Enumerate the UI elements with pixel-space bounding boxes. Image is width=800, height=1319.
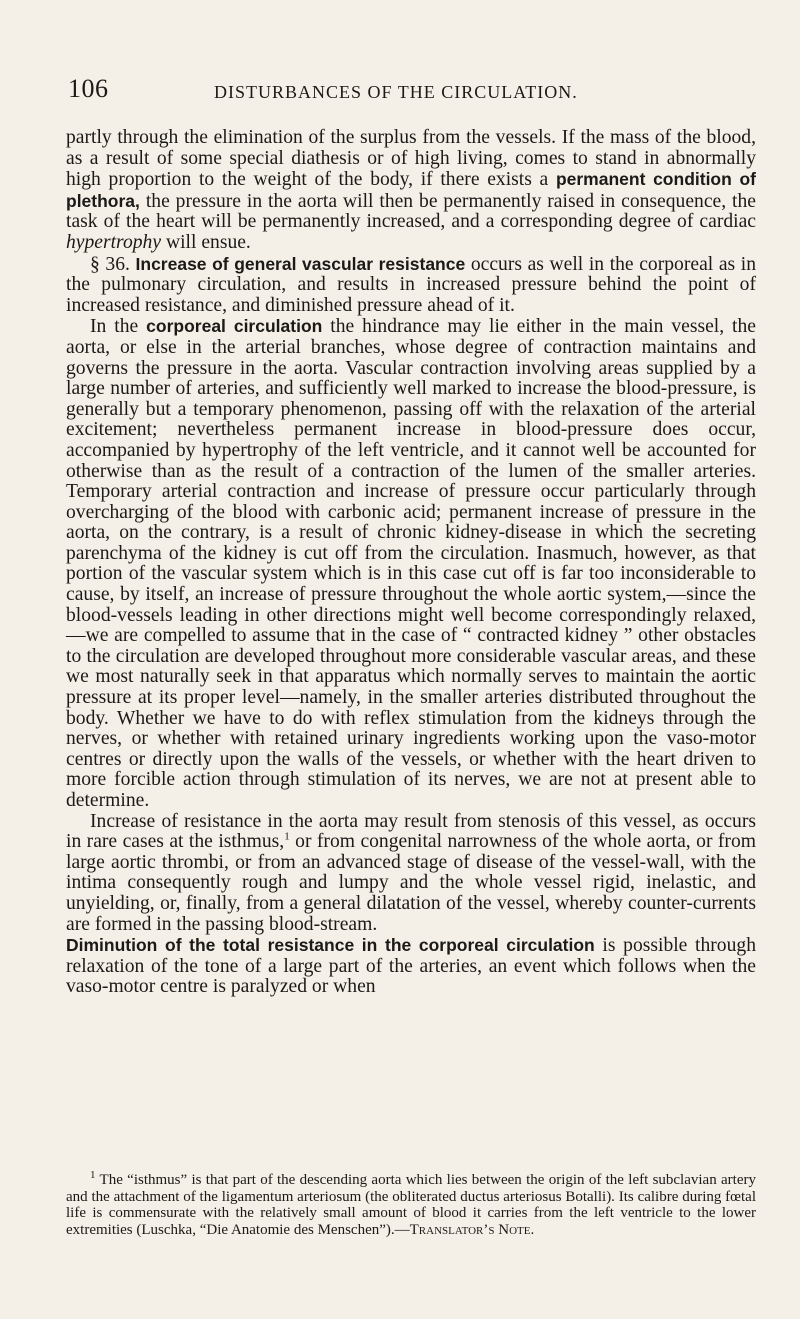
text-run: or from congenital narrowness of the whole aorta, or from large aortic thrombi, or from an advanced stage of disease of the vessel-wall, with the intima consequently rough and lumpy and the whole vessel rigid, inelastic, and unyielding, or, finally, from a general dilatation of the vessel, whereby counter-currents are formed in the passing blood-stream.: [66, 831, 756, 935]
page-number: 106: [68, 74, 109, 103]
text-run: In the: [90, 316, 147, 338]
section-number: § 36.: [90, 253, 136, 275]
translator-note-label: Translator’s Note.: [409, 1221, 535, 1238]
footnote: [66, 1169, 756, 1238]
bold-term-diminution: Diminution of the total resistance in the corporeal circulation: [66, 935, 595, 956]
text-run: occurs as well in the corporeal as in the pulmonary circulation, and results in increased pressure behind the point of increased resistance, and diminished pressure ahead of it.: [66, 253, 756, 316]
text-run: is possible through relaxation of the tone of a large part of the arteries, an event which follows when the vaso-motor centre is paralyzed or when: [66, 935, 756, 998]
bold-term-plethora: permanent condition of plethora,: [66, 169, 756, 211]
paragraph-section-36: [66, 254, 756, 317]
paragraph-aortic-resistance: [66, 812, 756, 936]
bold-term-corporeal: corporeal circulation: [146, 316, 323, 337]
footnote-reference: 1: [284, 830, 290, 843]
footnote-marker: 1: [90, 1169, 96, 1181]
page-header: [68, 74, 748, 114]
body-text: [66, 128, 756, 998]
text-run: partly through the elimination of the surplus from the vessels. If the mass of the blood, as a result of some special diathesis or of high living, comes to stand in abnormally high proportion to the weight of the body, if there exists a: [66, 127, 756, 191]
paragraph-diminution: [66, 935, 756, 998]
paragraph-plethora: [66, 128, 756, 254]
text-run: the pressure in the aorta will then be permanently raised in consequence, the task of the heart will be permanently increased, and a corresponding degree of cardiac: [66, 190, 756, 233]
text-run: the hindrance may lie either in the main vessel, the aorta, or else in the arterial branches, whose degree of contraction maintains and governs the pressure in the aorta. Vascular contraction involving areas supplied by a large number of arteries, and sufficiently well marked to increase the blood-pressure, is generally but a temporary phenomenon, passing off with the relaxation of the arterial excitement; nevertheless permanent increase in blood-pressure does occur, accompanied by hypertrophy of the left ventricle, and it cannot well be accounted for otherwise than as the result of a contraction of the lumen of the smaller arteries. Temporary arterial contraction and increase of pressure occur particularly through overcharging of the blood with carbonic acid; permanent increase of pressure in the aorta, on the contrary, is a result of chronic kidney-disease in which the secreting parenchyma of the kidney is cut off from the circulation. Inasmuch, however, as that portion of the vascular system which is in this case cut off is far too inconsiderable to cause, by itself, an increase of pressure throughout the whole aortic system,—since the blood-vessels leading in other directions might well become correspondingly relaxed,—we are compelled to assume that in the case of “ contracted kidney ” other obstacles to the circulation are developed throughout more considerable vascular areas, and these we most naturally seek in that apparatus which normally serves to maintain the aortic pressure at its proper level—namely, in the smaller arteries distributed throughout the body. Whether we have to do with reflex stimulation from the kidneys through the nerves, or whether with retained urinary ingredients working upon the vaso-motor centres or directly upon the walls of the vessels, or whether with the heart driven to more forcible action through stimulation of its nerves, we are not at present able to determine.: [66, 316, 756, 811]
italic-term-hypertrophy: hypertrophy: [66, 231, 162, 253]
paragraph-corporeal-circulation: [66, 316, 756, 811]
running-title: DISTURBANCES OF THE CIRCULATION.: [214, 82, 578, 102]
section-heading: Increase of general vascular resistance: [135, 253, 466, 274]
text-run: Increase of resistance in the aorta may result from stenosis of this vessel, as occurs in rare cases at the isthmus,: [66, 810, 756, 853]
text-run: will ensue.: [161, 231, 251, 253]
footnote-text: The “isthmus” is that part of the descending aorta which lies between the origin of the left subclavian artery and the attachment of the ligamentum arteriosum (the obliterated ductus arteriosus Botalli). Its calibre during fœtal life is commensurate with the relatively small amount of blood it carries from the left ventricle to the lower extremities (Luschka, “Die Anatomie des Menschen”).—: [66, 1172, 756, 1238]
